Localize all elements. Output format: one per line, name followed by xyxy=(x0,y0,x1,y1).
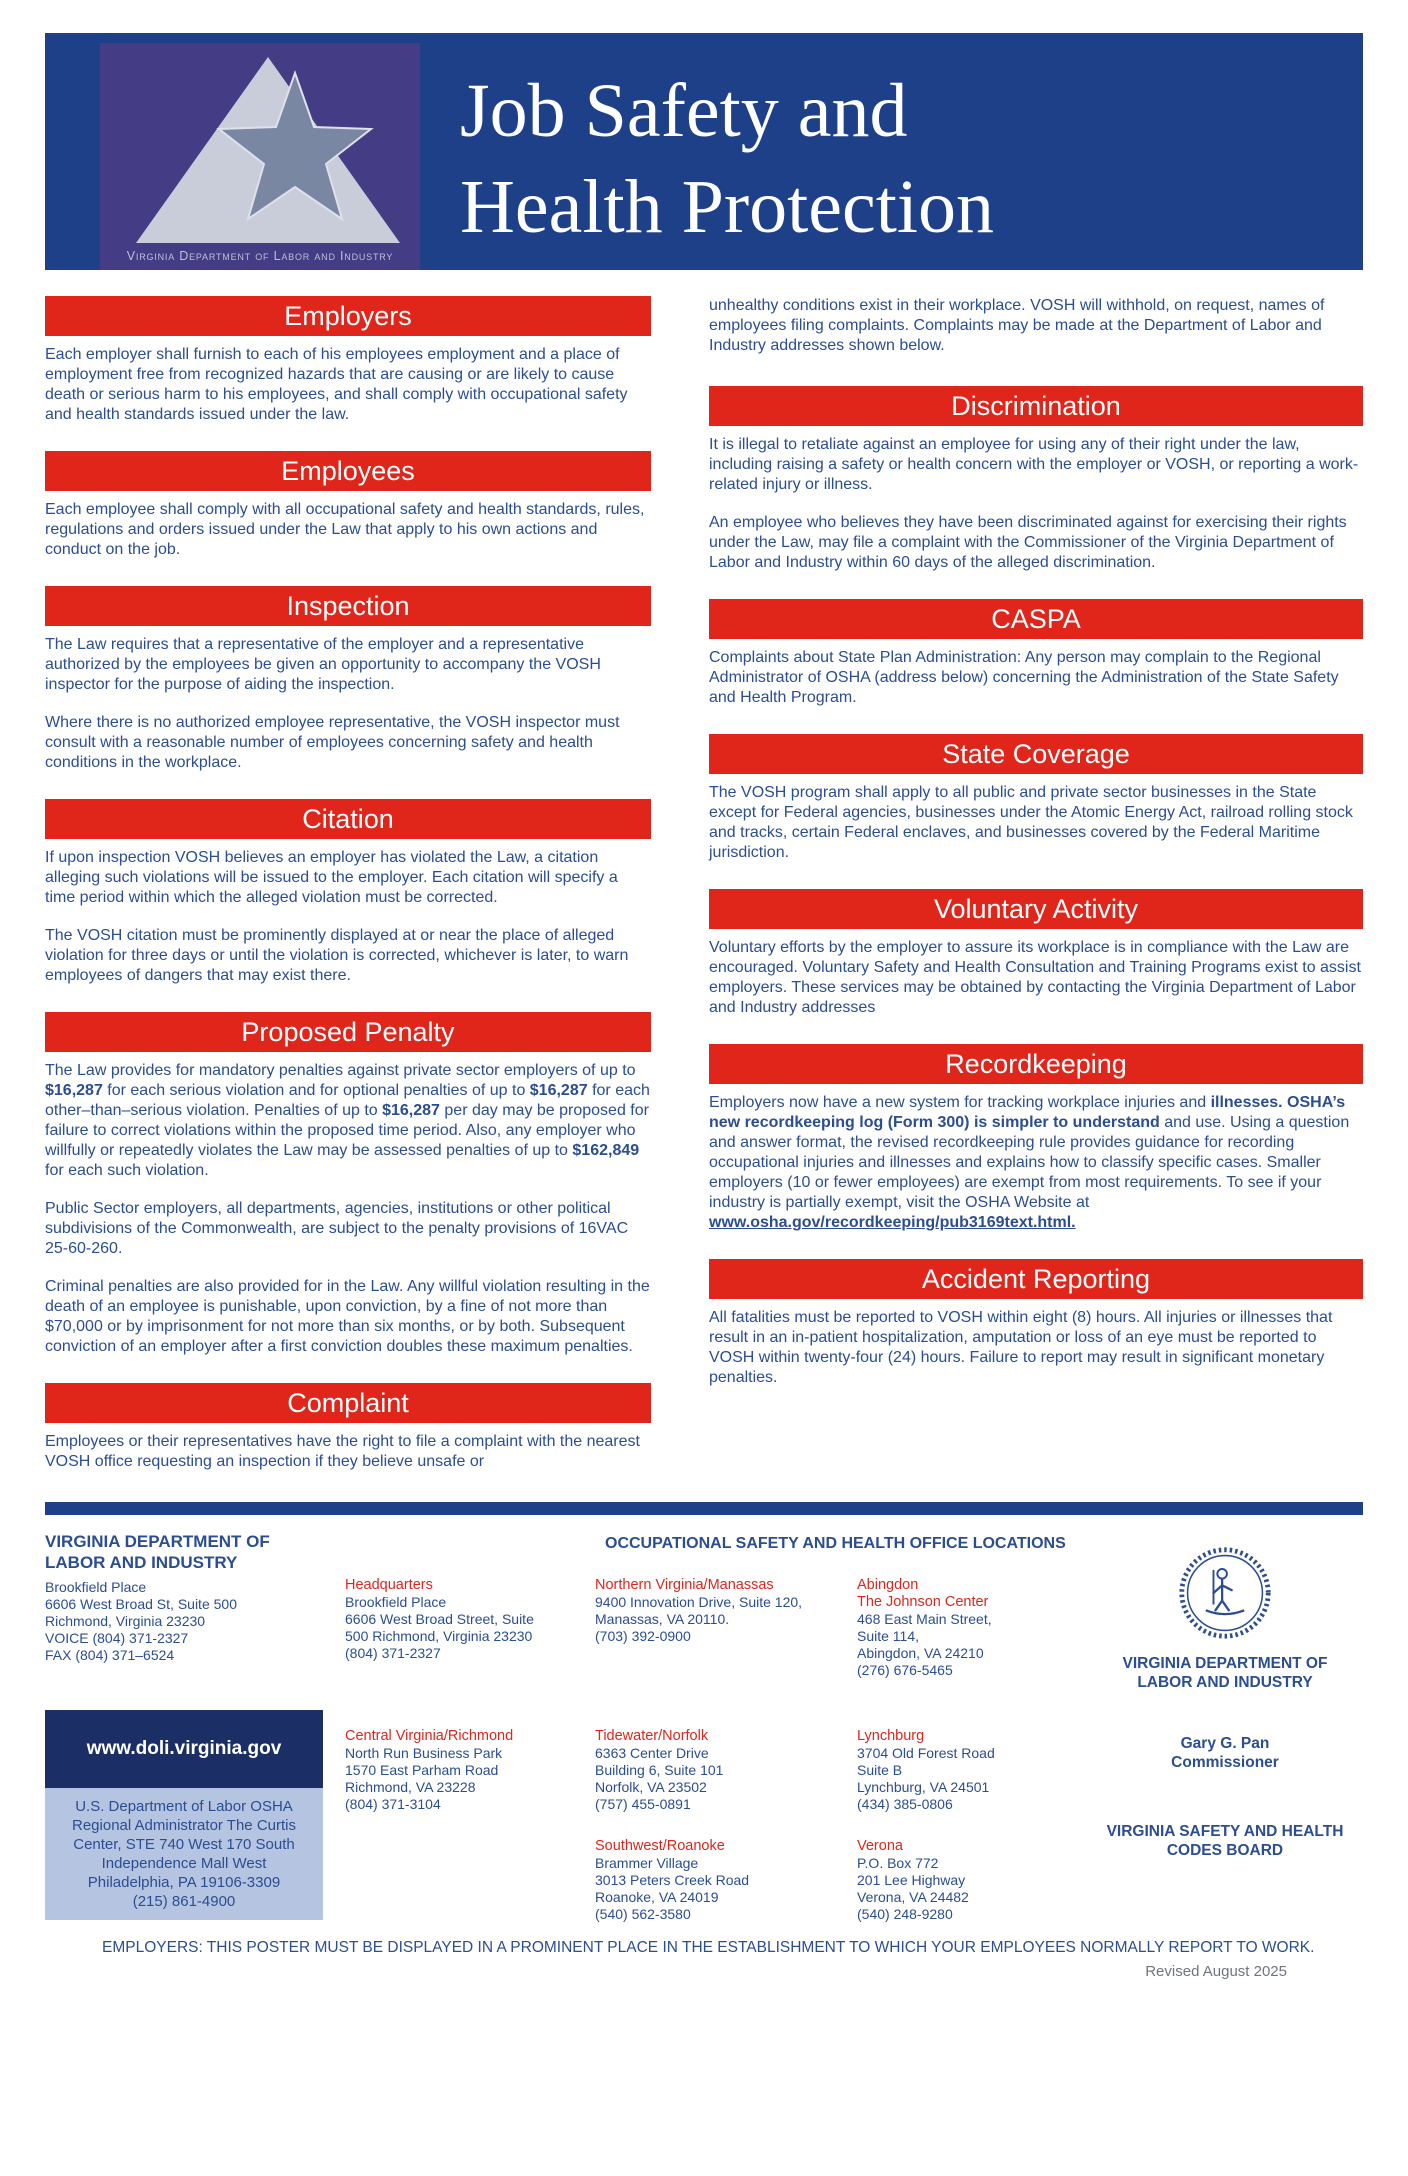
agency-logo xyxy=(100,43,420,270)
office-tidewater-norfolk xyxy=(595,1728,857,1824)
section-complaint xyxy=(45,1383,651,1472)
text-line: 1570 East Parham Road xyxy=(345,1762,499,1778)
text-segment: Each employer shall furnish to each of his employees employment and a place of employment free from recognized hazards that are causing or are likely to cause death or serious harm to his employees, and shall comply with occupational safety and health standards issued under the law. xyxy=(45,346,628,423)
hyperlink[interactable]: www.osha.gov/recordkeeping/pub3169text.html. xyxy=(709,1214,1076,1231)
text-segment: The VOSH program shall apply to all public and private sector businesses in the State except for Federal agencies, businesses under the Atomic Energy Act, railroad rolling stock and tracks, certain Federal enclaves, and businesses covered by the Federal Maritime jurisdiction. xyxy=(709,784,1353,861)
text-segment: The Law provides for mandatory penalties against private sector employers of up to xyxy=(45,1062,636,1079)
text-line: VIRGINIA DEPARTMENT OF xyxy=(1122,1655,1328,1672)
text-line: VIRGINIA SAFETY AND HEALTH xyxy=(1106,1823,1344,1840)
text-line: 6606 West Broad St, Suite 500 xyxy=(45,1596,237,1612)
text-segment: The VOSH citation must be prominently displayed at or near the place of alleged violation for three days or until the violation is corrected, whichever is later, to warn employees of dangers that may exist there. xyxy=(45,927,629,984)
text-line: (757) 455-0891 xyxy=(595,1796,691,1812)
paragraph xyxy=(709,296,1363,356)
footer-signature-column xyxy=(1087,1529,1363,1937)
text-line: 201 Lee Highway xyxy=(857,1872,966,1888)
section-employees xyxy=(45,451,651,560)
text-line: Regional Administrator The Curtis xyxy=(72,1817,296,1834)
section-heading: Accident Reporting xyxy=(709,1259,1363,1299)
text-line: Brookfield Place xyxy=(45,1579,147,1595)
section-heading: Employers xyxy=(45,296,651,336)
text-segment: All fatalities must be reported to VOSH within eight (8) hours. All injuries or illnesses that result in an in-patient hospitalization, amputation or loss of an eye must be reported to VOSH within twenty-four (24) hours. Failure to report may result in significant monetary penalties. xyxy=(709,1309,1333,1386)
text-line: P.O. Box 772 xyxy=(857,1855,939,1871)
footer-department-column xyxy=(45,1529,345,1937)
text-segment: $162,849 xyxy=(572,1142,640,1159)
text-line: Brookfield Place xyxy=(345,1594,447,1610)
section-accident-reporting xyxy=(709,1259,1363,1388)
text-segment: Public Sector employers, all departments, agencies, institutions or other political subdivisions of the Commonwealth, are subject to the penalty provisions of 16VAC 25-60-260. xyxy=(45,1200,629,1257)
text-line: Lynchburg, VA 24501 xyxy=(857,1779,990,1795)
paragraph xyxy=(709,1093,1363,1233)
office-verona xyxy=(857,1838,1087,1923)
text-line: CODES BOARD xyxy=(1166,1842,1284,1859)
paragraph xyxy=(45,848,651,908)
text-segment: for each serious violation and for optional penalties of up to xyxy=(102,1082,530,1099)
office-name: Southwest/Roanoke xyxy=(595,1838,725,1854)
text-line: Norfolk, VA 23502 xyxy=(595,1779,707,1795)
paragraph xyxy=(45,345,651,425)
office-northern-virginia-manassas xyxy=(595,1577,857,1714)
section-heading: Citation xyxy=(45,799,651,839)
text-line: Richmond, VA 23228 xyxy=(345,1779,476,1795)
text-segment: Where there is no authorized employee representative, the VOSH inspector must consult with a reasonable number of employees concerning safety and health conditions in the workplace. xyxy=(45,714,620,771)
paragraph xyxy=(45,500,651,560)
section-employers xyxy=(45,296,651,425)
text-line: 3704 Old Forest Road xyxy=(857,1745,995,1761)
federal-osha-address xyxy=(45,1788,323,1920)
section-heading: Recordkeeping xyxy=(709,1044,1363,1084)
text-line: (540) 562-3580 xyxy=(595,1906,691,1922)
footer xyxy=(45,1515,1363,1937)
section-voluntary-activity xyxy=(709,889,1363,1018)
text-segment: for each such violation. xyxy=(45,1162,209,1179)
office-headquarters xyxy=(345,1577,595,1714)
text-line: VIRGINIA DEPARTMENT OF xyxy=(45,1532,270,1551)
text-line: Roanoke, VA 24019 xyxy=(595,1889,719,1905)
agency-name xyxy=(1087,1654,1363,1692)
poster-title-line1: Job Safety and xyxy=(460,69,908,153)
office-name: Headquarters xyxy=(345,1577,433,1593)
section-heading: Inspection xyxy=(45,586,651,626)
text-segment: It is illegal to retaliate against an employee for using any of their right under the law, including raising a safety or health concern with the employer or VOSH, or reporting a work-related injury or illness. xyxy=(709,436,1359,493)
section-heading: Employees xyxy=(45,451,651,491)
footer-offices-column-1 xyxy=(345,1529,595,1937)
section-recordkeeping xyxy=(709,1044,1363,1233)
text-segment: $16,287 xyxy=(382,1102,440,1119)
text-line: (804) 371-2327 xyxy=(345,1645,441,1661)
paragraph xyxy=(45,926,651,986)
star-mountain-logo-icon xyxy=(100,43,420,270)
section-complaint-continued xyxy=(709,296,1363,356)
paragraph xyxy=(709,1308,1363,1388)
text-line: Suite 114, xyxy=(857,1628,920,1644)
section-heading: Voluntary Activity xyxy=(709,889,1363,929)
section-heading: Complaint xyxy=(45,1383,651,1423)
left-column xyxy=(45,296,651,1498)
paragraph xyxy=(45,1432,651,1472)
text-line: (804) 371-3104 xyxy=(345,1796,441,1812)
section-heading: State Coverage xyxy=(709,734,1363,774)
commissioner-title: Commissioner xyxy=(1171,1754,1279,1771)
text-line: (540) 248-9280 xyxy=(857,1906,953,1922)
section-heading: CASPA xyxy=(709,599,1363,639)
section-proposed-penalty xyxy=(45,1012,651,1357)
paragraph xyxy=(709,648,1363,708)
office-name: Abingdon xyxy=(857,1577,919,1593)
text-line: Abingdon, VA 24210 xyxy=(857,1645,984,1661)
section-inspection xyxy=(45,586,651,773)
masthead xyxy=(45,33,1363,270)
text-line: (434) 385-0806 xyxy=(857,1796,953,1812)
main-columns xyxy=(45,296,1363,1498)
virginia-seal-icon xyxy=(1177,1545,1273,1641)
office-name: Tidewater/Norfolk xyxy=(595,1728,709,1744)
text-line: FAX (804) 371–6524 xyxy=(45,1647,175,1663)
text-segment: unhealthy conditions exist in their workplace. VOSH will withhold, on request, names of employees filing complaints. Complaints may be made at the Department of Labor and Industry addresses shown below. xyxy=(709,297,1325,354)
text-line: Manassas, VA 20110. xyxy=(595,1611,730,1627)
text-line: Philadelphia, PA 19106-3309 xyxy=(87,1874,281,1891)
text-line: 6606 West Broad Street, Suite xyxy=(345,1611,534,1627)
poster-title-line2: Health Protection xyxy=(460,165,994,249)
text-line: 3013 Peters Creek Road xyxy=(595,1872,750,1888)
section-state-coverage xyxy=(709,734,1363,863)
paragraph xyxy=(45,1199,651,1259)
section-caspa xyxy=(709,599,1363,708)
codes-board-name xyxy=(1087,1822,1363,1860)
text-line: Richmond, Virginia 23230 xyxy=(45,1613,206,1629)
office-locations-heading: OCCUPATIONAL SAFETY AND HEALTH OFFICE LOCATIONS xyxy=(605,1535,1066,1552)
text-segment: Voluntary efforts by the employer to assure its workplace is in compliance with the Law are encouraged. Voluntary Safety and Health Consultation and Training Programs exist to assist employers. These services may be obtained by contacting the Virginia Department of Labor and Industry addresses xyxy=(709,939,1361,1016)
office-name: Northern Virginia/Manassas xyxy=(595,1577,774,1593)
paragraph xyxy=(709,435,1363,495)
text-line: Brammer Village xyxy=(595,1855,699,1871)
text-line: (215) 861-4900 xyxy=(132,1893,236,1910)
text-line: LABOR AND INDUSTRY xyxy=(1137,1674,1313,1691)
logo-caption: Virginia Department of Labor and Industry xyxy=(126,249,394,263)
text-line: North Run Business Park xyxy=(345,1745,503,1761)
footer-offices-column-2 xyxy=(595,1529,857,1937)
text-segment: Complaints about State Plan Administration: Any person may complain to the Regional Administrator of OSHA (address below) concerning the Administration of the State Safety and Health Program. xyxy=(709,649,1339,706)
office-lynchburg xyxy=(857,1728,1087,1824)
revision-date: Revised August 2025 xyxy=(1145,1963,1287,1980)
text-segment: If upon inspection VOSH believes an employer has violated the Law, a citation alleging such violations will be issued to the employer. Each citation will specify a time period within which the alleged violation must be corrected. xyxy=(45,849,618,906)
commissioner-block xyxy=(1087,1734,1363,1772)
office-central-virginia-richmond xyxy=(345,1728,595,1813)
commissioner-name: Gary G. Pan xyxy=(1180,1735,1270,1752)
text-segment: and use. Using a question and answer format, the revised recordkeeping rule provides guidance for recording occupational injuries and illnesses and explains how to classify specific cases. Smaller employers (10 or fewer employees) are exempt from most requirements. To see if your industry is partially exempt, visit the OSHA Website at xyxy=(709,1114,1350,1211)
text-line: LABOR AND INDUSTRY xyxy=(45,1553,238,1572)
office-name: Verona xyxy=(857,1838,903,1854)
paragraph xyxy=(45,713,651,773)
paragraph xyxy=(709,938,1363,1018)
text-line: Suite B xyxy=(857,1762,903,1778)
text-line: 500 Richmond, Virginia 23230 xyxy=(345,1628,533,1644)
doli-website-link[interactable] xyxy=(45,1710,323,1788)
text-line: Center, STE 740 West 170 South xyxy=(73,1836,295,1853)
department-address xyxy=(45,1579,345,1664)
text-line: 9400 Innovation Drive, Suite 120, xyxy=(595,1594,803,1610)
text-segment: for each other–than–serious violation. Penalties of up to xyxy=(45,1082,650,1119)
footer-divider xyxy=(45,1502,1363,1515)
text-segment: $16,287 xyxy=(529,1082,588,1099)
text-segment: Employees or their representatives have the right to file a complaint with the nearest VOSH office requesting an inspection if they believe unsafe or xyxy=(45,1433,640,1470)
text-segment: illnesses. OSHA’s new recordkeeping log (Form 300) is simpler to understand xyxy=(709,1094,1346,1131)
office-name: Central Virginia/Richmond xyxy=(345,1728,514,1744)
footer-offices-column-3 xyxy=(857,1529,1087,1937)
text-segment: $16,287 xyxy=(45,1082,103,1099)
poster-title xyxy=(460,33,1363,255)
text-line: Building 6, Suite 101 xyxy=(595,1762,724,1778)
text-line: U.S. Department of Labor OSHA xyxy=(75,1798,293,1815)
department-name xyxy=(45,1529,345,1573)
text-segment: Each employee shall comply with all occupational safety and health standards, rules, regulations and orders issued under the Law that apply to his own actions and conduct on the job. xyxy=(45,501,645,558)
text-line: (276) 676-5465 xyxy=(857,1662,953,1678)
text-segment: An employee who believes they have been discriminated against for exercising their rights under the Law, may file a complaint with the Commissioner of the Virginia Department of Labor and Industry within 60 days of the alleged discrimination. xyxy=(709,514,1347,571)
office-name: Lynchburg xyxy=(857,1728,925,1744)
office-abingdon xyxy=(857,1577,1087,1714)
text-segment: Employers now have a new system for tracking workplace injuries and xyxy=(709,1094,1211,1111)
paragraph xyxy=(709,513,1363,573)
paragraph xyxy=(709,783,1363,863)
section-citation xyxy=(45,799,651,986)
doli-website-url: www.doli.virginia.gov xyxy=(86,1738,282,1759)
text-line: Independence Mall West xyxy=(101,1855,267,1872)
right-column xyxy=(709,296,1363,1414)
office-southwest-roanoke xyxy=(595,1838,857,1923)
section-heading: Discrimination xyxy=(709,386,1363,426)
text-segment: Criminal penalties are also provided for in the Law. Any willful violation resulting in the death of an employee is punishable, upon conviction, by a fine of not more than $70,000 or by imprisonment for not more than six months, or by both. Subsequent conviction of an employer after a first conviction doubles these maximum penalties. xyxy=(45,1278,650,1355)
text-segment: The Law requires that a representative of the employer and a representative authorized by the employees be given an opportunity to accompany the VOSH inspector for the purpose of aiding the inspection. xyxy=(45,636,601,693)
paragraph xyxy=(45,1061,651,1181)
section-heading: Proposed Penalty xyxy=(45,1012,651,1052)
office-name-secondary: The Johnson Center xyxy=(857,1594,989,1610)
paragraph xyxy=(45,1277,651,1357)
text-line: 6363 Center Drive xyxy=(595,1745,709,1761)
display-notice: EMPLOYERS: THIS POSTER MUST BE DISPLAYED IN A PROMINENT PLACE IN THE ESTABLISHMENT TO WHICH YOUR EMPLOYEES NORMALLY REPORT TO WORK. xyxy=(102,1939,1315,1956)
text-line: (703) 392-0900 xyxy=(595,1628,691,1644)
text-segment: per day may be proposed for failure to correct violations within the proposed time period. Also, any employer who willfully or repeatedly violates the Law may be assessed penalties of up to xyxy=(45,1102,649,1159)
text-line: VOICE (804) 371-2327 xyxy=(45,1630,189,1646)
section-discrimination xyxy=(709,386,1363,573)
paragraph xyxy=(45,635,651,695)
text-line: Verona, VA 24482 xyxy=(857,1889,969,1905)
text-line: 468 East Main Street, xyxy=(857,1611,992,1627)
